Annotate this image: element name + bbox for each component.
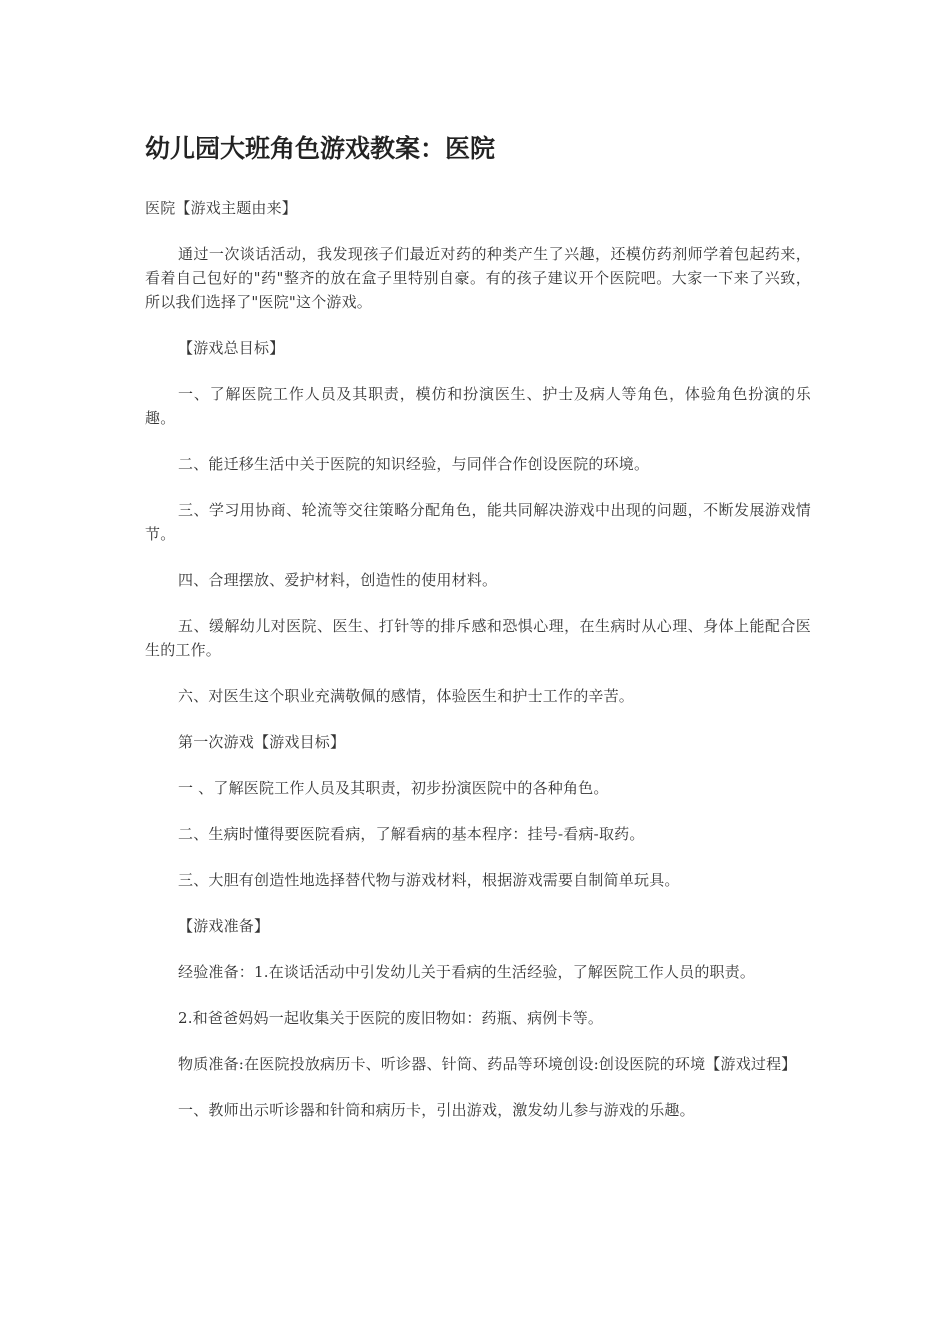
paragraph: 三、大胆有创造性地选择替代物与游戏材料，根据游戏需要自制简单玩具。 [178,871,680,889]
paragraph: 二、能迁移生活中关于医院的知识经验，与同伴合作创设医院的环境。 [178,455,650,473]
paragraph: 医院【游戏主题由来】 [145,199,298,217]
paragraph: 第一次游戏【游戏目标】 [178,733,346,751]
paragraph: 一、了解医院工作人员及其职责，模仿和扮演医生、护士及病人等角色，体验角色扮演的乐趣。 [145,385,811,427]
paragraph: 【游戏总目标】 [178,339,285,357]
paragraph: 通过一次谈话活动，我发现孩子们最近对药的种类产生了兴趣，还模仿药剂师学着包起药来，看着自己包好的"药"整齐的放在盒子里特别自豪。有的孩子建议开个医院吧。大家一下来了兴致，所以我们选择了"医院"这个游戏。 [145,245,811,311]
paragraph: 物质准备:在医院投放病历卡、听诊器、针筒、药品等环境创设:创设医院的环境【游戏过程】 [178,1055,797,1073]
paragraph-list [145,196,811,1122]
paragraph: 四、合理摆放、爱护材料，创造性的使用材料。 [178,571,498,589]
document-title: 幼儿园大班角色游戏教案：医院 [145,134,496,163]
paragraph: 五、缓解幼儿对医院、医生、打针等的排斥感和恐惧心理，在生病时从心理、身体上能配合医生的工作。 [145,617,811,659]
paragraph: 2.和爸爸妈妈一起收集关于医院的废旧物如：药瓶、病例卡等。 [178,1009,604,1027]
paragraph: 一 、了解医院工作人员及其职责，初步扮演医院中的各种角色。 [178,779,609,797]
paragraph: 【游戏准备】 [178,917,270,935]
paragraph: 经验准备：1.在谈话活动中引发幼儿关于看病的生活经验，了解医院工作人员的职责。 [178,963,756,981]
paragraph: 三、学习用协商、轮流等交往策略分配角色，能共同解决游戏中出现的问题，不断发展游戏情节。 [145,501,811,543]
document-body [145,132,811,1144]
paragraph: 六、对医生这个职业充满敬佩的感情，体验医生和护士工作的辛苦。 [178,687,635,705]
paragraph: 一、教师出示听诊器和针筒和病历卡，引出游戏，激发幼儿参与游戏的乐趣。 [178,1101,695,1119]
paragraph: 二、生病时懂得要医院看病，了解看病的基本程序：挂号-看病-取药。 [178,825,645,843]
